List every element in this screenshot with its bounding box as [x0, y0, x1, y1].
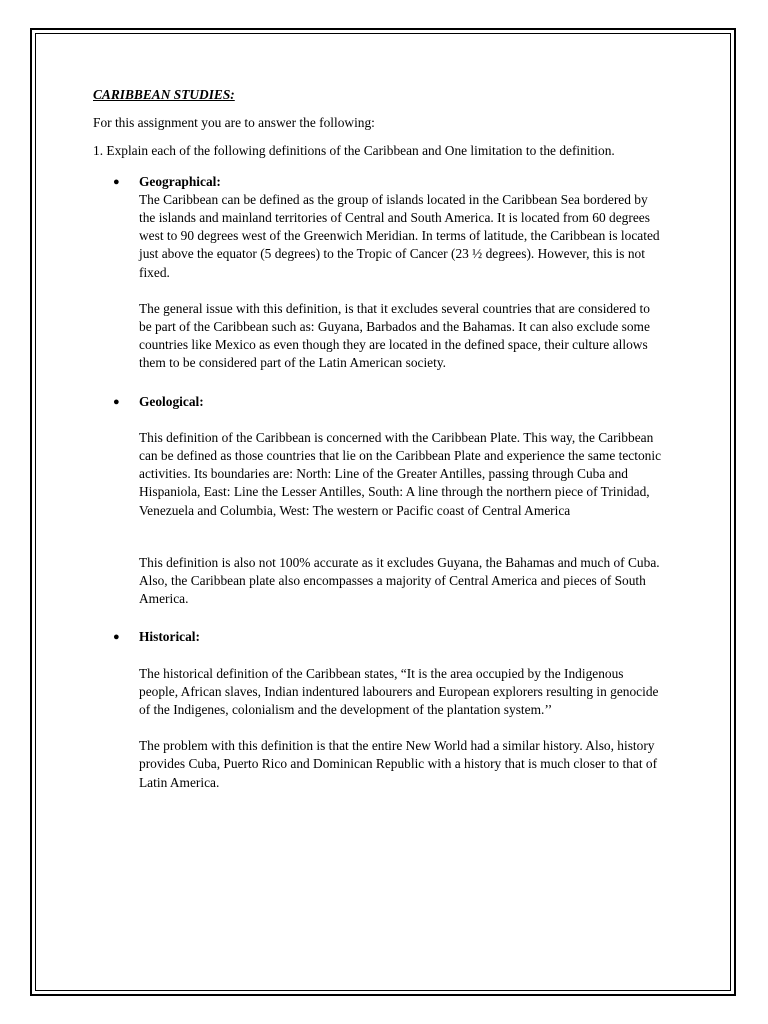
section-definition: The historical definition of the Caribbean states, “It is the area occupied by the Indigenous people, African slaves, Indian indentured labourers and European explorers resulting in genocide of the Indigenes, colonialism and the development of the plantation system.’’: [139, 665, 659, 718]
bullet-icon: ●: [113, 395, 120, 408]
bullet-icon: ●: [113, 175, 120, 188]
section-limitation: The general issue with this definition, is that it excludes several countries that are considered to be part of the Caribbean such as: Guyana, Barbados and the Bahamas. It can also exclude some countries like Mexico as even though they are located in the defined space, their culture allows them to be considered part of the Latin American society.: [139, 300, 650, 371]
assignment-intro: For this assignment you are to answer the following:: [93, 115, 375, 131]
section-heading: Historical:: [139, 629, 200, 645]
section-definition: This definition of the Caribbean is concerned with the Caribbean Plate. This way, the Caribbean can be defined as those countries that lie on the Caribbean Plate and experience the same tectonic activities. Its boundaries are: North: Line of the Greater Antilles, passing through Cuba and Hispaniola, East: Line the Lesser Antilles, South: A line through the northern piece of Trinidad, Venezuela and Columbia, West: The western or Pacific coast of Central America: [139, 429, 662, 518]
section-historical: [93, 628, 663, 791]
bullet-icon: ●: [113, 631, 120, 644]
section-heading: Geological:: [139, 393, 204, 409]
section-limitation: The problem with this definition is that the entire New World had a similar history. Also, history provides Cuba, Puerto Rico and Dominican Republic with a history that is much closer to that of Latin America.: [139, 738, 658, 790]
document-title: CARIBBEAN STUDIES:: [93, 87, 235, 102]
document-body: [93, 86, 663, 792]
section-definition: The Caribbean can be defined as the group of islands located in the Caribbean Sea bordered by the islands and mainland territories of Central and South America. It is located from 60 degrees west to 90 degrees west of the Greenwich Meridian. In terms of latitude, the Caribbean is located just above the equator (5 degrees) to the Tropic of Cancer (23 ½ degrees). However, this is not fixed.: [139, 191, 660, 280]
question-1: 1. Explain each of the following definitions of the Caribbean and One limitation to the definition.: [93, 143, 615, 159]
section-geological: [93, 393, 663, 609]
section-heading: Geographical:: [139, 173, 221, 189]
section-limitation: This definition is also not 100% accurate as it excludes Guyana, the Bahamas and much of Cuba. Also, the Caribbean plate also encompasses a majority of Central America and pieces of South America.: [139, 554, 660, 607]
section-geographical: [93, 173, 663, 373]
